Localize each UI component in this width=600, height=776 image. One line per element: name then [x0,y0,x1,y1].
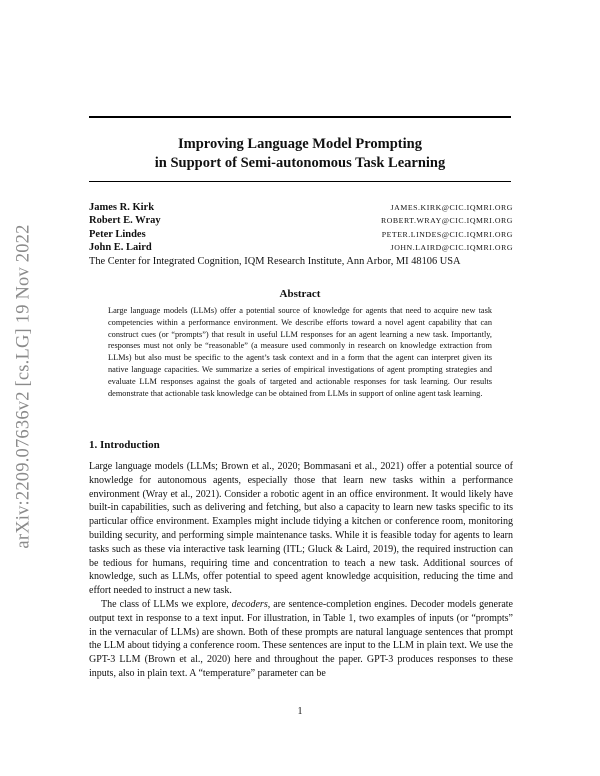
title-rule-top [89,116,511,118]
paragraph-2 [89,598,513,681]
affiliation: The Center for Integrated Cognition, IQM Research Institute, Ann Arbor, MI 48106 USA [89,256,461,267]
arxiv-identifier-sidebar [13,204,35,568]
author-row [89,241,513,254]
author-row [89,214,513,227]
author-email: ROBERT.WRAY@CIC.IQMRI.ORG [380,216,513,226]
author-name: Robert E. Wray [89,215,161,227]
abstract-heading: Abstract [279,288,321,300]
author-name: James R. Kirk [89,202,155,214]
author-block [89,201,513,254]
arxiv-identifier: arXiv:2209.07636v2 [cs.LG] 19 Nov 2022 [13,223,34,549]
title-line-2: in Support of Semi-autonomous Task Learning [154,155,446,171]
emphasis-decoders: decoders [231,598,268,610]
author-email: JOHN.LAIRD@CIC.IQMRI.ORG [390,243,513,253]
author-row [89,228,513,241]
paper-title [89,135,511,173]
title-rule-bottom [89,181,511,182]
author-name: John E. Laird [89,242,152,254]
paragraph-1: Large language models (LLMs; Brown et al., 2020; Bommasani et al., 2021) offer a potential source of knowledge for autonomous agents, especially those that learn new tasks within a performance environment (Wray et al., 2021). Consider a robotic agent in an office environment. It would likely have built-in capabilities, such as delivering and fetching, but also a capacity to learn new tasks specific to its particular office environment. Examples might include tidying a kitchen or conference room, monitoring building security, and performing simple maintenance tasks. While it is feasible today for agents to learn tasks such as these via interactive task learning (ITL; Gluck & Laird, 2019), the required instruction can be tedious for humans, requiring time and concentration to teach a new task. Additional sources of knowledge, such as LLMs, offer potential to speed agent knowledge acquisition, reducing the time and effort needed to instruct a new task. [89,461,513,597]
section-heading-introduction: 1. Introduction [89,439,160,451]
abstract-text: Large language models (LLMs) offer a potential source of knowledge for agents that need to acquire new task competencies within a performance environment. We describe efforts toward a novel agent capability that can construct cues (or “prompts”) that result in useful LLM responses for an agent learning a new task. Importantly, responses must not only be “reasonable” (a measure used commonly in research on knowledge extraction from LLMs) but also must be specific to the agent’s task context and in a form that the agent can interpret given its native language capacities. We summarize a series of empirical investigations of agent prompting strategies and evaluate LLM responses against the goals of targeted and actionable responses for task learning. Our results demonstrate that actionable task knowledge can be obtained from LLMs in support of online agent task learning. [108,306,492,398]
title-line-1: Improving Language Model Prompting [178,136,422,152]
page-number: 1 [297,706,303,717]
author-name: Peter Lindes [89,228,146,240]
paragraph-2-start: The class of LLMs we explore, [101,598,232,610]
author-email: PETER.LINDES@CIC.IQMRI.ORG [381,229,513,239]
paragraph-2-rest: , are sentence-completion engines. Decoder models generate output text in response to a text input. For illustration, in Table 1, two examples of inputs (or “prompts” in the vernacular of LLMs) are shown. Both of these prompts are natural language sentences that prompt the LLM about tidying a conference room. These sentences are input to the LLM in plain text. We use the GPT-3 LLM (Brown et al., 2020) here and throughout the paper. GPT-3 produces responses to these inputs, also in plain text. A “temperature” parameter can be [89,598,513,679]
body-text [89,460,513,681]
author-email: JAMES.KIRK@CIC.IQMRI.ORG [390,203,513,213]
author-row [89,201,513,214]
